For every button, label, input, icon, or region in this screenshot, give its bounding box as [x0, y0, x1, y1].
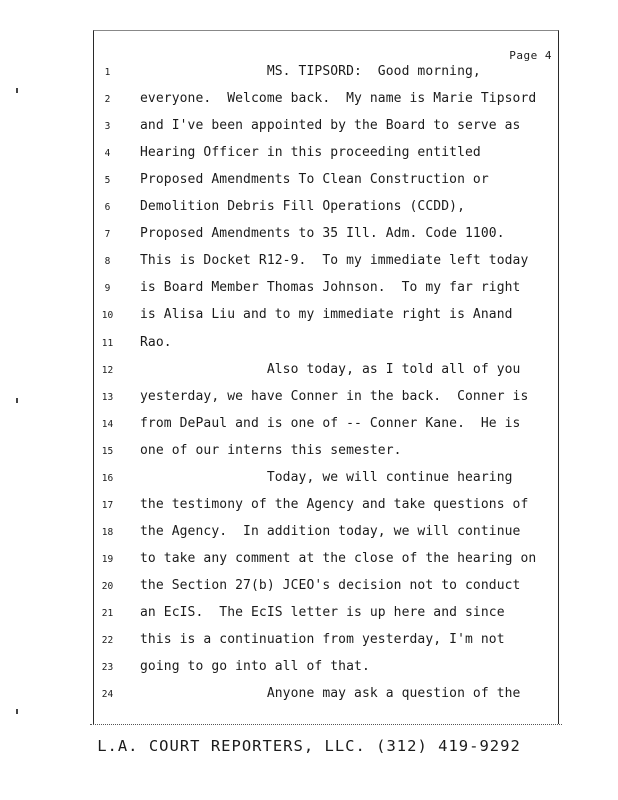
transcript-line [0, 469, 618, 496]
page-bottom-rule [90, 724, 562, 725]
line-text: Hearing Officer in this proceeding entitled [140, 145, 481, 161]
line-number: 6 [104, 202, 111, 214]
transcript-line [0, 279, 618, 306]
line-text: an EcIS. The EcIS letter is up here and since [140, 605, 505, 620]
line-number: 20 [101, 580, 114, 592]
line-text: this is a continuation from yesterday, I'm not [140, 632, 505, 648]
line-text: the Agency. In addition today, we will continue [140, 523, 521, 539]
line-number: 3 [104, 121, 111, 133]
transcript-line [0, 604, 618, 631]
line-number: 7 [104, 229, 111, 241]
transcript-line [0, 658, 618, 685]
line-number: 22 [101, 635, 114, 647]
transcript-line [0, 90, 618, 117]
line-number: 13 [101, 391, 114, 403]
line-text: Also today, as I told all of you [140, 361, 521, 377]
line-text: Proposed Amendments to 35 Ill. Adm. Code 1100. [140, 226, 505, 242]
line-text: MS. TIPSORD: Good morning, [140, 64, 481, 79]
line-text: to take any comment at the close of the hearing on [140, 550, 537, 566]
transcript-line [0, 361, 618, 388]
line-number: 18 [101, 526, 114, 538]
line-text: the testimony of the Agency and take questions of [140, 496, 529, 512]
transcript-line [0, 685, 618, 712]
transcript-line [0, 496, 618, 523]
line-number: 9 [104, 283, 111, 295]
transcript-line [0, 171, 618, 198]
transcript-line [0, 550, 618, 577]
line-number: 5 [104, 175, 111, 187]
line-text: the Section 27(b) JCEO's decision not to conduct [140, 577, 521, 593]
line-number: 11 [101, 337, 114, 349]
line-number: 4 [104, 148, 111, 160]
line-text: Rao. [140, 334, 172, 350]
line-number: 14 [101, 418, 114, 430]
transcript-line [0, 117, 618, 144]
transcript-line [0, 577, 618, 604]
line-number: 23 [101, 662, 114, 674]
line-text: is Board Member Thomas Johnson. To my far right [140, 280, 521, 296]
line-number: 8 [104, 256, 111, 268]
transcript-line [0, 415, 618, 442]
transcript-line [0, 388, 618, 415]
line-text: yesterday, we have Conner in the back. Conner is [140, 388, 529, 404]
transcript-line [0, 442, 618, 469]
line-number: 24 [101, 689, 114, 701]
line-text: This is Docket R12-9. To my immediate left today [140, 253, 529, 269]
line-text: one of our interns this semester. [140, 442, 402, 458]
transcript-line [0, 334, 618, 361]
scan-speck [16, 398, 18, 403]
line-number: 2 [104, 94, 111, 106]
line-text: Anyone may ask a question of the [140, 686, 521, 702]
transcript-line [0, 63, 618, 90]
scan-speck [16, 709, 18, 714]
line-number: 19 [101, 553, 114, 565]
transcript-line [0, 198, 618, 225]
line-text: going to go into all of that. [140, 659, 370, 675]
line-number: 16 [101, 472, 114, 484]
line-text: Demolition Debris Fill Operations (CCDD), [140, 199, 465, 215]
line-number: 21 [101, 608, 114, 619]
line-number: 1 [104, 67, 111, 78]
line-text: is Alisa Liu and to my immediate right is Anand [140, 307, 513, 323]
line-number: 12 [101, 364, 114, 376]
line-number: 17 [101, 499, 114, 511]
transcript-line [0, 523, 618, 550]
transcript-line [0, 144, 618, 171]
court-reporter-footer: L.A. COURT REPORTERS, LLC. (312) 419-9292 [97, 737, 521, 755]
line-number: 10 [101, 310, 114, 322]
line-text: Proposed Amendments To Clean Construction or [140, 172, 489, 188]
page-number: Page 4 [509, 49, 552, 62]
transcript-line [0, 631, 618, 658]
transcript-line [0, 306, 618, 333]
line-text: from DePaul and is one of -- Conner Kane. He is [140, 415, 521, 431]
line-text: Today, we will continue hearing [140, 469, 513, 485]
transcript-line [0, 225, 618, 252]
scan-speck [16, 88, 18, 93]
line-text: everyone. Welcome back. My name is Marie Tipsord [140, 91, 537, 107]
line-text: and I've been appointed by the Board to serve as [140, 118, 521, 134]
line-number: 15 [101, 445, 114, 457]
transcript-line [0, 252, 618, 279]
